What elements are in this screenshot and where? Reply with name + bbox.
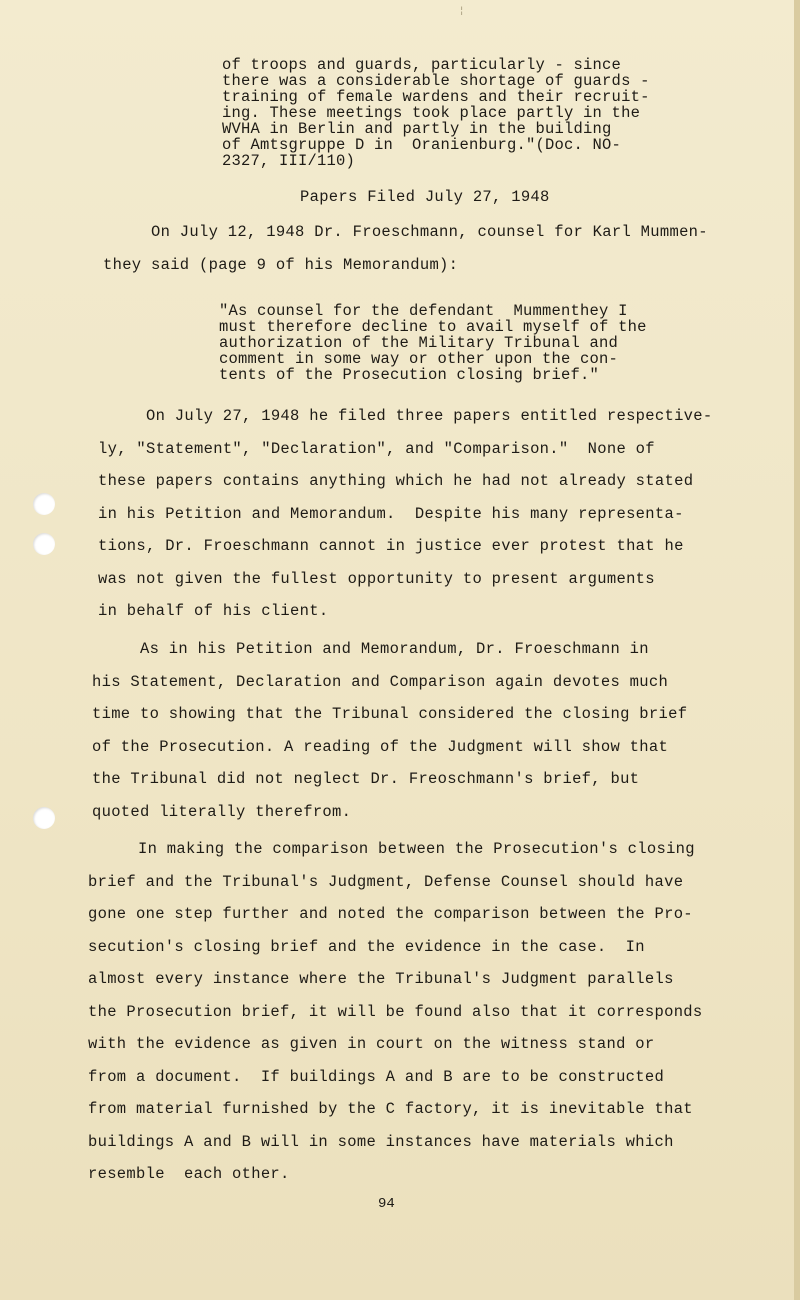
text-line: WVHA in Berlin and partly in the building (222, 120, 612, 138)
text-line: authorization of the Military Tribunal and (219, 334, 619, 352)
text-line: from a document. If buildings A and B are to be constructed (88, 1067, 665, 1086)
page-edge (794, 0, 800, 1300)
paragraph-4 (88, 833, 703, 1191)
text-line: On July 12, 1948 Dr. Froeschmann, counsel for Karl Mummen- (151, 223, 708, 241)
text-line: in behalf of his client. (98, 602, 329, 620)
text-line: from material furnished by the C factory, it is inevitable that (88, 1100, 693, 1118)
text-line: "As counsel for the defendant Mummenthey I (219, 302, 628, 320)
page-number: 94 (378, 1196, 395, 1212)
text-line: quoted literally therefrom. (92, 802, 352, 821)
text-line: these papers contains anything which he had not already stated (98, 472, 694, 490)
text-line: resemble each other. (88, 1165, 290, 1183)
text-line: of Amtsgruppe D in Oranienburg."(Doc. NO- (222, 136, 622, 154)
text-line: On July 27, 1948 he filed three papers entitled respective- (146, 407, 713, 425)
top-margin-mark: ¦ (459, 6, 465, 16)
text-line: they said (page 9 of his Memorandum): (103, 255, 459, 274)
paragraph-3 (92, 633, 687, 828)
text-line: training of female wardens and their recruit- (222, 88, 650, 106)
text-line: with the evidence as given in court on the witness stand or (88, 1035, 655, 1053)
text-line: tions, Dr. Froeschmann cannot in justice ever protest that he (98, 537, 684, 555)
text-line: almost every instance where the Tribunal's Judgment parallels (88, 970, 674, 988)
text-line: comment in some way or other upon the con- (219, 350, 619, 368)
text-line: In making the comparison between the Prosecution's closing (138, 840, 695, 858)
text-line: was not given the fullest opportunity to present arguments (98, 569, 655, 588)
text-line: tents of the Prosecution closing brief." (219, 366, 600, 384)
text-line: his Statement, Declaration and Comparison again devotes much (92, 672, 669, 691)
text-line: must therefore decline to avail myself of the (219, 318, 647, 336)
punch-hole (33, 807, 55, 829)
text-line: gone one step further and noted the comparison between the Pro- (88, 905, 693, 923)
text-line: As in his Petition and Memorandum, Dr. Froeschmann in (140, 640, 649, 658)
text-line: time to showing that the Tribunal considered the closing brief (92, 705, 688, 723)
text-line: secution's closing brief and the evidence in the case. In (88, 937, 645, 956)
text-line: brief and the Tribunal's Judgment, Defense Counsel should have (88, 872, 684, 891)
paragraph-1 (103, 216, 708, 281)
section-heading: Papers Filed July 27, 1948 (300, 188, 550, 206)
text-line: buildings A and B will in some instances have materials which (88, 1132, 674, 1151)
text-line: ing. These meetings took place partly in the (222, 104, 641, 122)
text-line: of the Prosecution. A reading of the Judgment will show that (92, 737, 669, 756)
inner-quote-block (219, 303, 647, 383)
text-line: in his Petition and Memorandum. Despite his many representa- (98, 504, 684, 523)
punch-hole (33, 533, 55, 555)
text-line: there was a considerable shortage of guards - (222, 72, 650, 90)
opening-quote-block (222, 57, 650, 169)
text-line: 2327, III/110) (222, 152, 356, 170)
punch-hole (33, 493, 55, 515)
text-line: the Prosecution brief, it will be found also that it corresponds (88, 1002, 703, 1021)
text-line: of troops and guards, particularly - since (222, 56, 622, 74)
text-line: the Tribunal did not neglect Dr. Freoschmann's brief, but (92, 770, 640, 788)
paragraph-2 (98, 400, 713, 628)
text-line: ly, "Statement", "Declaration", and "Comparison." None of (98, 439, 655, 458)
